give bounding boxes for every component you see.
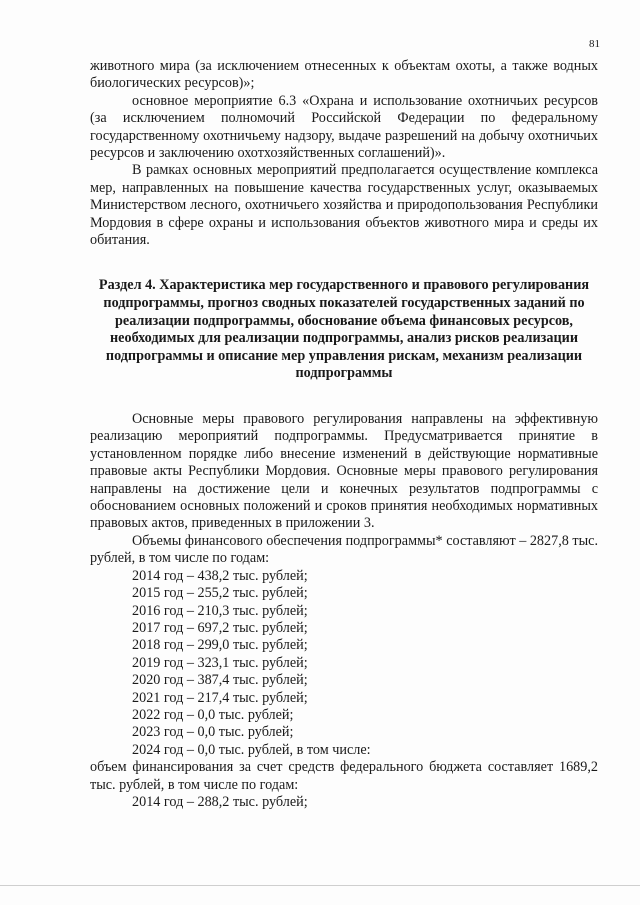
year-line: 2019 год – 323,1 тыс. рублей; [132,654,308,671]
paragraph-measures-complex: В рамках основных мероприятий предполагается осуществление комплекса мер, направленных на повышение качества государственных услуг, оказываемых Министерством лесного, охотничьего хозяйства и природопользования Республики Мордовия в сфере охраны и использования объектов животного мира и среды их обитания. [90,162,598,249]
year-line: 2020 год – 387,4 тыс. рублей; [132,672,308,689]
year-line: 2024 год – 0,0 тыс. рублей, в том числе: [132,741,371,758]
footer-rule [0,885,640,886]
paragraph-measure-6-3: основное мероприятие 6.3 «Охрана и использование охотничьих ресурсов (за исключением полномочий Российской Федерации по федеральному государственному охотничьему надзору, выдаче разрешений на добычу охотничьих ресурсов и заключению охотхозяйственных соглашений)». [90,92,598,162]
year-line: 2021 год – 217,4 тыс. рублей; [132,689,308,706]
year-line: 2015 год – 255,2 тыс. рублей; [132,585,308,602]
year-line: 2017 год – 697,2 тыс. рублей; [132,619,308,636]
page-number: 81 [589,38,600,50]
year-line: 2014 год – 438,2 тыс. рублей; [132,567,308,584]
paragraph-legal-regulation: Основные меры правового регулирования направлены на эффективную реализацию мероприятий подпрограммы. Предусматривается принятие в установленном порядке либо внесение изменений в действующие нормативные правовые акты Республики Мордовия. Основные меры правового регулирования направлены на достижение цели и конечных результатов подпрограммы с обоснованием основных положений и сроков принятия необходимых нормативных правовых актов, приведенных в приложении 3. [90,411,598,532]
year-line: 2016 год – 210,3 тыс. рублей; [132,602,308,619]
paragraph-financing-total: Объемы финансового обеспечения подпрограммы* составляют – 2827,8 тыс. рублей, в том числе по годам: [90,532,598,567]
section-4-heading: Раздел 4. Характеристика мер государственного и правового регулирования подпрограммы, прогноз сводных показателей государственных заданий по реализации подпрограммы, обоснование объема финансовых ресурсов, необходимых для реализации подпрограммы, анализ рисков реализации подпрограммы и описание мер управления рискам, механизм реализации подпрограммы [98,277,590,382]
paragraph-continuation: животного мира (за исключением отнесенных к объектам охоты, а также водных биологических ресурсов)»; [90,58,598,92]
document-body [90,58,598,811]
year-line-federal: 2014 год – 288,2 тыс. рублей; [132,793,308,810]
year-line: 2022 год – 0,0 тыс. рублей; [132,706,294,723]
year-line: 2023 год – 0,0 тыс. рублей; [132,724,294,741]
year-line: 2018 год – 299,0 тыс. рублей; [132,637,308,654]
paragraph-federal-budget: объем финансирования за счет средств федерального бюджета составляет 1689,2 тыс. рублей, в том числе по годам: [90,759,598,793]
